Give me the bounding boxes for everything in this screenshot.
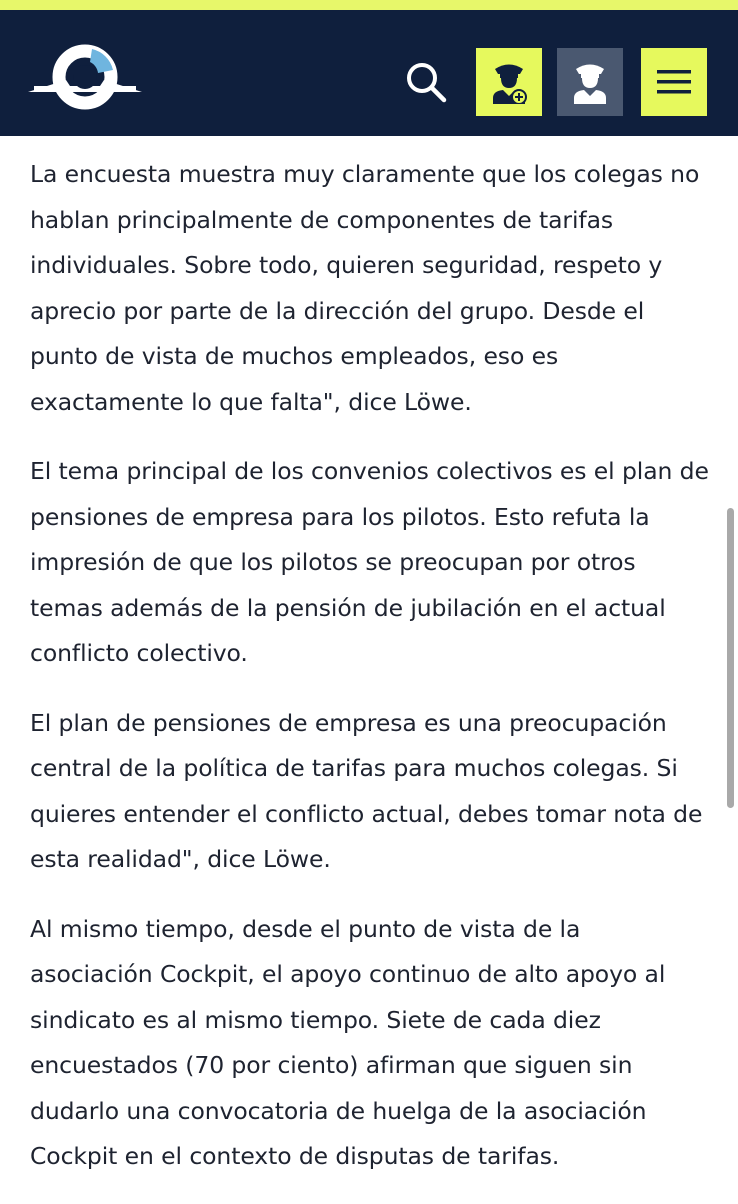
menu-button[interactable] [641, 48, 707, 116]
article-paragraph: La encuesta muestra muy claramente que los colegas no hablan principalmente de componentes de tarifas individuales. Sobre todo, quieren seguridad, respeto y aprecio por parte de la dirección del grupo. Desde el punto de vista de muchos empleados, eso es exactamente lo que falta", dice Löwe. [30, 160, 700, 416]
search-button[interactable] [398, 54, 454, 110]
logo-icon[interactable] [26, 42, 144, 112]
become-member-button[interactable] [476, 48, 542, 116]
article-paragraph: El tema principal de los convenios colectivos es el plan de pensiones de empresa para los pilotos. Esto refuta la impresión de que los pilotos se preocupan por otros temas además de la pensión de jubilación en el actual conflicto colectivo. [30, 457, 709, 667]
pilot-add-icon [489, 60, 529, 104]
article-body [30, 152, 710, 1204]
site-header [0, 10, 738, 136]
top-accent-strip [0, 0, 738, 10]
article-paragraph: El plan de pensiones de empresa es una preocupación central de la política de tarifas para muchos colegas. Si quieres entender el conflicto actual, debes tomar nota de esta realidad", dice Löwe. [30, 708, 703, 873]
article-paragraph: Al mismo tiempo, desde el punto de vista de la asociación Cockpit, el apoyo continuo de alto apoyo al sindicato es al mismo tiempo. Siete de cada diez encuestados (70 por ciento) afirman que siguen sin dudarlo una convocatoria de huelga de la asociación Cockpit en el contexto de disputas de tarifas. [30, 914, 666, 1170]
menu-icon [656, 67, 692, 97]
pilot-icon [570, 60, 610, 104]
search-icon [404, 60, 448, 104]
scrollbar-thumb[interactable] [727, 508, 734, 808]
member-login-button[interactable] [557, 48, 623, 116]
